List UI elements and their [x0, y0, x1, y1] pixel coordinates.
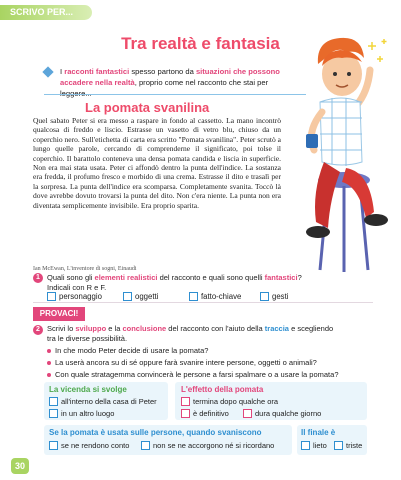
- q-part: Scrivi lo: [47, 324, 76, 333]
- intro-highlight: situazioni che possono accadere nella realtà: [60, 67, 280, 87]
- intro-divider: [44, 94, 306, 95]
- option-label: gesti: [272, 292, 289, 301]
- panel-title: La vicenda si svolge: [49, 385, 127, 394]
- q-part: Indicali con R e F.: [47, 283, 107, 292]
- q-highlight: conclusione: [122, 324, 167, 333]
- intro-part: , proprio come nel racconto che stai per: [134, 78, 269, 87]
- answer-box[interactable]: [123, 292, 132, 301]
- option-label: oggetti: [135, 292, 159, 301]
- story-title: La pomata svanilina: [85, 100, 210, 115]
- q-part: e la: [106, 324, 123, 333]
- answer-box[interactable]: [141, 441, 150, 450]
- diamond-icon: [42, 66, 53, 77]
- question-1-text: [47, 273, 367, 293]
- q-part: tra le diverse possibilità.: [47, 334, 128, 343]
- q-part: del racconto con l'aiuto della: [166, 324, 265, 333]
- answer-box[interactable]: [47, 292, 56, 301]
- panel-title: L'effetto della pomata: [181, 385, 264, 394]
- question-number: 2: [33, 325, 43, 335]
- answer-box[interactable]: [334, 441, 343, 450]
- panel-option: triste: [346, 441, 363, 450]
- intro-part: I: [60, 67, 65, 76]
- divider: [33, 302, 373, 303]
- q-highlight: elementi realistici: [94, 273, 158, 282]
- page-number: 30: [11, 458, 29, 474]
- q-part: e scegliendo: [288, 324, 334, 333]
- answer-box[interactable]: [189, 292, 198, 301]
- question-2-text: [47, 324, 377, 344]
- panel-option: in un altro luogo: [61, 409, 115, 418]
- guide-bullet: In che modo Peter decide di usare la pomata?: [55, 346, 209, 355]
- question-number: 1: [33, 273, 43, 283]
- section-tag: SCRIVO PER...: [0, 5, 92, 20]
- answer-box[interactable]: [301, 441, 310, 450]
- page-title: Tra realtà e fantasia: [121, 34, 280, 53]
- panel-option: non se ne accorgono né si ricordano: [153, 441, 275, 450]
- answer-box[interactable]: [181, 409, 190, 418]
- panel-option: all'interno della casa di Peter: [61, 397, 157, 406]
- boy-illustration: [288, 22, 400, 287]
- guide-bullet: Con quale stratagemma convincerà le persone a farsi spalmare o a usare la pomata?: [55, 370, 339, 379]
- panel-option: è definitivo: [193, 409, 229, 418]
- story-source: Ian McEwan, L'inventore di sogni, Einaudi: [33, 266, 137, 272]
- q-part: ?: [297, 273, 302, 282]
- q-part: Quali sono gli: [47, 273, 95, 282]
- panel-option: lieto: [313, 441, 327, 450]
- panel-title: Il finale è: [301, 428, 336, 437]
- answer-box[interactable]: [49, 441, 58, 450]
- answer-box[interactable]: [243, 409, 252, 418]
- bullet-icon: [47, 361, 51, 365]
- answer-box[interactable]: [49, 409, 58, 418]
- panel-title: Se la pomata è usata sulle persone, quando svaniscono: [49, 428, 262, 437]
- story-text: Quel sabato Peter si era messo a raspare in fondo al cassetto. La mano incontrò qualcosa di freddo e liscio. Estrasse un vasetto di vetro blu, chiuso da un coperchio nero. Sull'etichetta di carta era scritto "Pomata svanilina". Peter scrutò a lungo quelle parole, cercando di comprenderne il significato, poi tolse il coperchio. Il barattolo conteneva una densa pomata candida e liscia in superficie. Non era mai stata usata. Peter ci affondò dentro la punta dell'indice. La sostanza era fredda, il profumo fresco e morbido di una crema. Estrasse il dito e trasalì per la sorpresa. La punta dell'indice era scomparsa. Completamente svanita. Toccò là dove avrebbe dovuto trovarsi la punta del dito. Non c'era niente. La punta non era diventata semplicemente invisibile. Era proprio sparita.: [33, 116, 281, 210]
- bullet-icon: [47, 373, 51, 377]
- q-part: del racconto e quali sono quelli: [157, 273, 265, 282]
- panel-option: se ne rendono conto: [61, 441, 130, 450]
- bullet-icon: [47, 349, 51, 353]
- q-highlight: fantastici: [264, 273, 298, 282]
- guide-bullet: La userà ancora su di sé oppure farà svanire intere persone, oggetti o animali?: [55, 358, 317, 367]
- intro-highlight: racconti fantastici: [64, 67, 130, 76]
- provaci-banner: PROVACI!: [33, 307, 85, 321]
- panel-option: termina dopo qualche ora: [193, 397, 279, 406]
- answer-box[interactable]: [181, 397, 190, 406]
- option-label: personaggio: [59, 292, 102, 301]
- answer-box[interactable]: [260, 292, 269, 301]
- sparkle-icon: [368, 39, 387, 62]
- answer-box[interactable]: [49, 397, 58, 406]
- panel-option: dura qualche giorno: [255, 409, 322, 418]
- option-label: fatto-chiave: [201, 292, 242, 301]
- q-highlight: sviluppo: [75, 324, 107, 333]
- q-highlight: traccia: [264, 324, 289, 333]
- intro-part: spesso partono da: [129, 67, 196, 76]
